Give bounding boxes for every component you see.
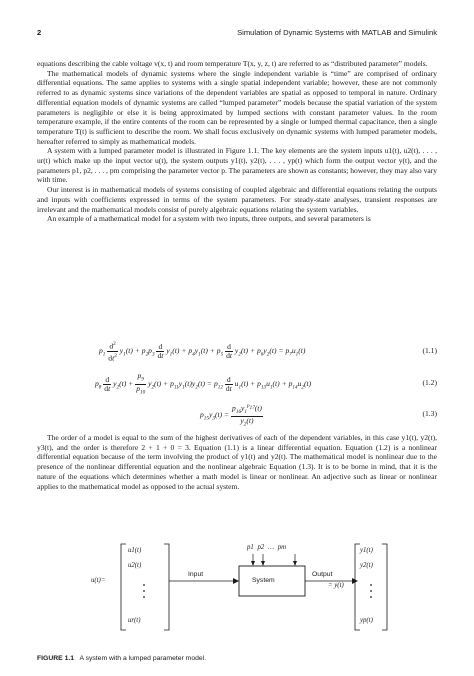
input-entry-r: ur(t) bbox=[128, 617, 141, 624]
paragraph-3: A system with a lumped parameter model is illustrated in Figure 1.1. The key elements are the system inputs u1(t), u2(t), . . . , ur(t) which make up the input vector u(t), the system outputs y1(t), y2(t), . . . , yp(t) which form the output vector y(t), and the parameters p1, p2, . . . , pm comprising the parameter vector p. The parameters are shown as constants; however, they may also vary with time. bbox=[37, 146, 437, 185]
output-entry-2: y2(t) bbox=[360, 562, 373, 569]
parameter-labels: p1 p2 … pm bbox=[247, 544, 287, 551]
body-text-top bbox=[37, 59, 437, 224]
input-bracket-left bbox=[121, 544, 126, 630]
running-header bbox=[37, 28, 437, 40]
paragraph-5: An example of a mathematical model for a system with two inputs, three outputs, and several parameters is bbox=[47, 214, 371, 224]
body-text-bottom bbox=[37, 433, 437, 491]
figure-caption-text: A system with a lumped parameter model. bbox=[79, 655, 207, 662]
output-entry-p: yp(t) bbox=[360, 617, 373, 624]
equation-number-1-1: (1.1) bbox=[422, 346, 437, 355]
paragraph-4: Our interest is in mathematical models of systems consisting of coupled algebraic and differential equations relating the outputs and inputs with coefficients expressed in terms of the system parameters. For steady-state analyses, transient responses are irrelevant and the mathematical models consist of purely algebraic equations relating the system variables. bbox=[37, 185, 437, 214]
system-block-label: System bbox=[252, 577, 275, 584]
input-entry-1: u1(t) bbox=[128, 547, 142, 554]
input-bracket-right bbox=[164, 544, 169, 630]
paragraph-6: The order of a model is equal to the sum of the highest derivatives of each of the dependent variables, in this case y1(t), y2(t), y3(t), and the order is therefore 2 + 1 + 0 = 3. Equation (1.1) is a linear differential equation. Equation (1.2) is a nonlinear differential equation because of the term involving the product of y1(t) and y2(t). The mathematical model is nonlinear due to the presence of the nonlinear differential equation and the nonlinear algebraic Equation (1.3). It is to be borne in mind, that it is the nature of the equations which determines whether a math model is linear or nonlinear. An adjective such as linear or nonlinear applies to the mathematical model as opposed to the actual system. bbox=[37, 433, 437, 491]
input-entry-2: u2(t) bbox=[128, 562, 142, 569]
output-arrow-label: Output bbox=[312, 571, 333, 578]
input-arrow-label: Input bbox=[188, 571, 204, 578]
figure-caption bbox=[37, 655, 206, 662]
running-title: Simulation of Dynamic Systems with MATLAB and Simulink bbox=[237, 28, 437, 37]
paragraph-2: The mathematical models of dynamic systems where the single independent variable is “time” are comprised of ordinary differential equations. The same applies to systems with a single spatial independent variable; however, these are not commonly referred to as dynamic systems since variations of the dependent variables are spatial as opposed to temporal in nature. Ordinary differential equation models of dynamic systems are called “lumped parameter” models because the spatial variation of the system parameters is negligible or else it is being approximated by lumped sections with constant parameter values. In the room temperature example, if the entire contents of the room can be represented by a single or lumped thermal capacitance, then a single temperature T(t) is sufficient to describe the room. We shall focus exclusively on dynamic systems with lumped parameter models, hereafter referred to simply as mathematical models. bbox=[37, 68, 437, 146]
figure-caption-label: FIGURE 1.1 bbox=[37, 655, 75, 662]
page-number: 2 bbox=[37, 28, 42, 37]
output-bracket-right bbox=[382, 544, 387, 630]
equation-number-1-2: (1.2) bbox=[422, 378, 437, 387]
figure-1-1 bbox=[90, 538, 390, 638]
equation-number-1-3: (1.3) bbox=[422, 409, 437, 418]
equation-1-1: $p_1$ $\frac{d^2}{dt^2}$ $y_1(t) + p_2p_3$ $\frac{d}{dt}$ $y_1(t) + p_4y_1(t) + p_5$ $\frac{d}{dt}$ $y_2(t) + p_6y_2(t) = p_7u_1(t)$ (1.1) bbox=[99, 341, 437, 363]
input-vector-label: u(t)= bbox=[91, 577, 106, 584]
equation-1-2: $p_8$ $\frac{d}{dt}$ $y_2(t)$ + $\frac{p_9}{p_{10}}$ $y_2(t) + p_{11}y_1(t)y_2(t) = p_{12}$ $\frac{d}{dt}$ $u_1(t) + p_{13}u_1(t) + p_{14}u_2(t)$ (1.2) bbox=[95, 371, 437, 396]
paragraph-1: equations describing the cable voltage v(x, t) and room temperature T(x, y, z, t) are referred to as “distributed parameter” models. bbox=[37, 59, 428, 68]
equation-1-3: $p_{15}y_3(t)$ = $\frac{p_{16}y_1^{p_{17}}(t)}{y_2(t)}$ (1.3) bbox=[200, 403, 437, 428]
output-entry-1: y1(t) bbox=[360, 547, 373, 554]
input-arrowhead bbox=[233, 578, 239, 584]
output-vector-label: = y(t) bbox=[328, 582, 344, 589]
